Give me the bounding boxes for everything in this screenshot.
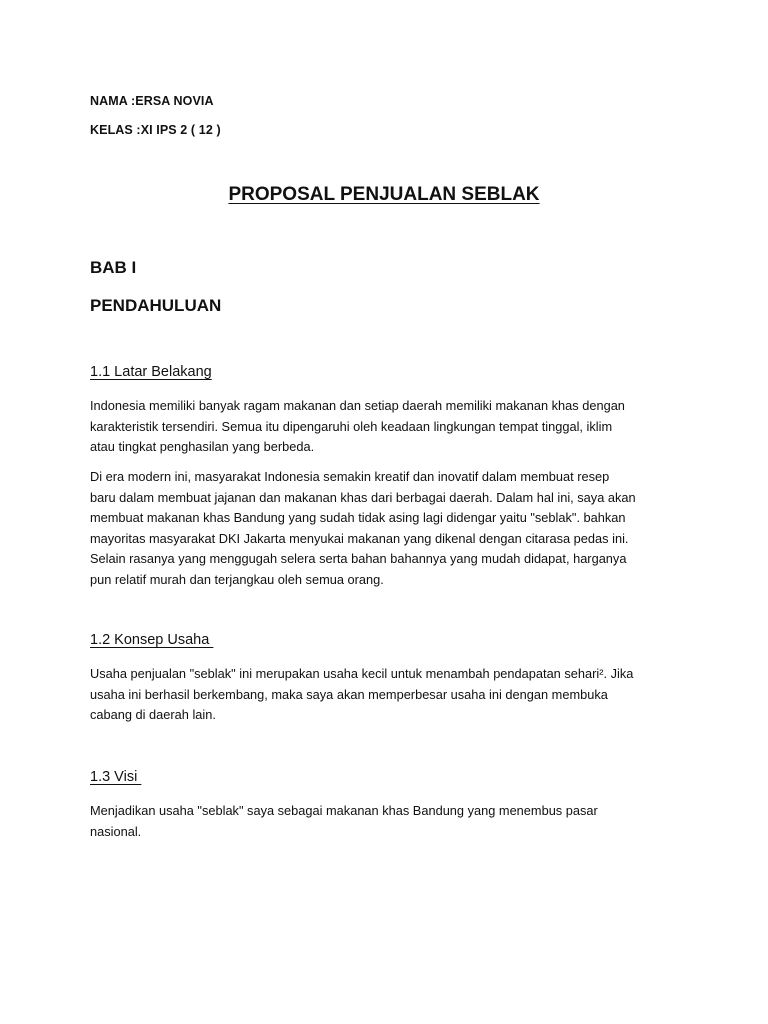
paragraph <box>90 467 690 590</box>
paragraph <box>90 664 690 726</box>
paragraph-line: karakteristik tersendiri. Semua itu dipengaruhi oleh keadaan lingkungan tempat tinggal, iklim <box>90 418 613 434</box>
student-name: NAMA :ERSA NOVIA <box>90 94 214 108</box>
paragraph-line: Usaha penjualan "seblak" ini merupakan usaha kecil untuk menambah pendapatan sehari². Jika <box>90 666 634 681</box>
section-heading-visi: 1.3 Visi <box>90 769 142 785</box>
paragraph-line: usaha ini berhasil berkembang, maka saya akan memperbesar usaha ini dengan membuka <box>90 686 608 702</box>
paragraph-line: atau tingkat penghasilan yang berbeda. <box>90 439 315 454</box>
paragraph-line: Menjadikan usaha "seblak" saya sebagai makanan khas Bandung yang menembus pasar <box>90 803 598 818</box>
paragraph-line: Di era modern ini, masyarakat Indonesia semakin kreatif dan inovatif dalam membuat resep <box>90 469 610 484</box>
section-heading-konsep-usaha: 1.2 Konsep Usaha <box>90 632 214 648</box>
paragraph-line: pun relatif murah dan terjangkau oleh semua orang. <box>90 571 384 587</box>
chapter-number: BAB I <box>90 258 137 277</box>
paragraph <box>90 396 690 458</box>
paragraph <box>90 801 690 842</box>
paragraph-line: membuat makanan khas Bandung yang sudah tidak asing lagi didengar yaitu "seblak". bahkan <box>90 510 626 525</box>
student-class: KELAS :XI IPS 2 ( 12 ) <box>90 123 221 137</box>
paragraph-line: baru dalam membuat jajanan dan makanan khas dari berbagai daerah. Dalam hal ini, saya akan <box>90 489 636 505</box>
document-title: PROPOSAL PENJUALAN SEBLAK <box>228 184 540 205</box>
paragraph-line: nasional. <box>90 823 142 839</box>
chapter-name: PENDAHULUAN <box>90 296 222 315</box>
paragraph-line: cabang di daerah lain. <box>90 707 216 722</box>
paragraph-line: mayoritas masyarakat DKI Jakarta menyukai makanan yang dikenal dengan citarasa pedas ini. <box>90 530 629 546</box>
paragraph-line: Indonesia memiliki banyak ragam makanan dan setiap daerah memiliki makanan khas dengan <box>90 398 625 413</box>
paragraph-line: Selain rasanya yang menggugah selera serta bahan bahannya yang mudah didapat, harganya <box>90 551 627 566</box>
section-heading-latar-belakang: 1.1 Latar Belakang <box>90 364 212 380</box>
